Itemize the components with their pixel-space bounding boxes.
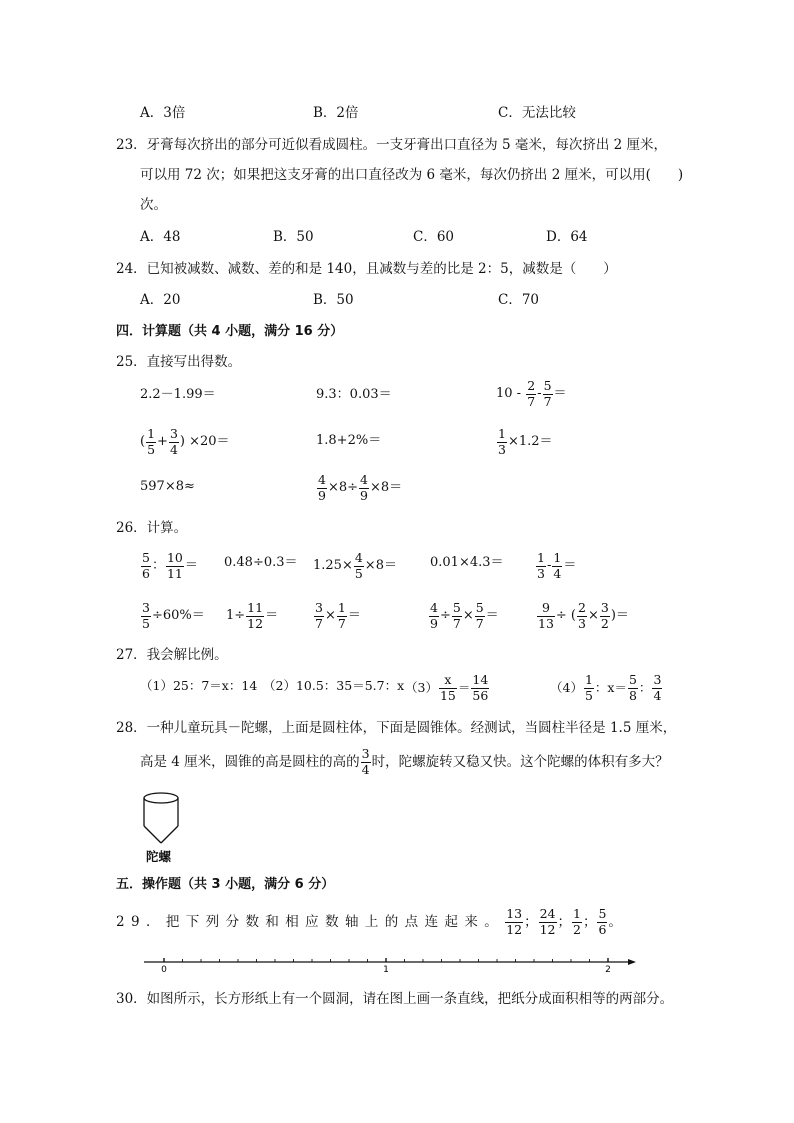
operator: +: [157, 434, 168, 449]
q25-item-c: [496, 380, 567, 408]
operator: 1.25×: [313, 558, 353, 573]
fraction: $\frac{4}{9}$: [360, 472, 368, 503]
operator: ×: [587, 608, 599, 623]
q25-item-e: 1.8+2%＝: [316, 433, 382, 448]
q27-part-2: （2）10.5：35＝5.7：x: [263, 678, 405, 693]
q25-item-b: 9.3：0.03＝: [316, 387, 392, 402]
q28-line-2: [140, 748, 669, 776]
operator: )＝: [610, 608, 629, 623]
text: 高是 4 厘米，圆锥的高是圆柱的高的: [140, 754, 360, 770]
fraction: $\frac{3}{7}$: [315, 600, 323, 631]
operator: 1÷: [226, 608, 246, 623]
q29-line: [116, 908, 622, 936]
q24-option-c: C．70: [498, 292, 540, 308]
operator: ＝: [563, 558, 577, 573]
fraction: $\frac{13}{12}$: [506, 906, 523, 937]
q25-item-a: 2.2－1.99＝: [140, 387, 216, 402]
q26-item-h: [313, 602, 361, 630]
q27-part-3: [405, 674, 490, 702]
q24-option-a: A．20: [140, 292, 181, 308]
q22-option-c: C．无法比较: [498, 105, 576, 121]
separator: ；: [524, 914, 538, 930]
operator: ×1.2＝: [507, 434, 553, 449]
operator: ) ×20＝: [179, 434, 230, 449]
operator: ÷60%＝: [151, 608, 205, 623]
operator: ×8＝: [369, 480, 403, 495]
q25-title: 25．直接写出得数。: [116, 354, 242, 370]
fraction: $\frac{5}{7}$: [452, 600, 461, 631]
q26-title: 26．计算。: [116, 520, 188, 536]
axis-label-0: 0: [161, 965, 167, 975]
q26-item-g: [226, 602, 278, 630]
operator: ＝: [485, 608, 499, 623]
fraction: $\frac{1}{3}$: [498, 426, 506, 457]
q26-item-j: [536, 602, 629, 630]
q25-item-g: 597×8≈: [140, 479, 195, 494]
q23-option-d: D．64: [546, 229, 588, 245]
separator: ；: [557, 914, 571, 930]
operator: ×8÷: [327, 480, 359, 495]
fraction: $\frac{2}{7}$: [527, 378, 536, 409]
text: 时，陀螺旋转又稳又快。这个陀螺的体积有多大？: [371, 754, 669, 770]
fraction: $\frac{5}{6}$: [598, 906, 607, 937]
operator: ×8＝: [364, 558, 397, 573]
separator: ；: [582, 914, 597, 930]
label: （3）: [405, 680, 438, 695]
fraction: $\frac{3}{4}$: [361, 746, 370, 777]
operator: ÷ (: [555, 608, 577, 623]
q23-option-c: C．60: [413, 229, 455, 245]
fraction: $\frac{9}{13}$: [538, 600, 554, 631]
fraction: $\frac{1}{5}$: [147, 426, 156, 457]
paren: (: [140, 434, 146, 449]
fraction: $\frac{x}{15}$: [439, 672, 456, 703]
fraction: $\frac{5}{8}$: [628, 672, 637, 703]
spinning-top-drawing: [140, 790, 190, 850]
q25-item-h: [316, 474, 402, 502]
operator: -: [537, 386, 542, 401]
q26-item-f: [140, 602, 205, 630]
fraction: $\frac{4}{9}$: [318, 472, 326, 503]
operator: ÷: [439, 608, 451, 623]
fraction: $\frac{3}{5}$: [142, 600, 150, 631]
number-line-svg: [140, 950, 640, 990]
operator: ＝: [347, 608, 361, 623]
text: 29．把下列分数和相应数轴上的点连起来。: [116, 914, 505, 930]
q26-item-a: [140, 552, 198, 580]
fraction: $\frac{5}{7}$: [543, 378, 552, 409]
q27-part-1: （1）25：7＝x：14: [140, 678, 258, 693]
q23-option-b: B．50: [273, 229, 314, 245]
operator: ×: [462, 608, 474, 623]
fraction: $\frac{14}{56}$: [472, 672, 489, 703]
fraction: $\frac{1}{2}$: [573, 906, 581, 937]
q26-item-i: [428, 602, 499, 630]
q26-item-c: [313, 552, 397, 580]
label: （4）: [550, 680, 583, 695]
fraction: $\frac{10}{11}$: [166, 550, 183, 581]
q27-part-4: [550, 674, 663, 702]
spinning-top-label: 陀螺: [146, 849, 172, 864]
q26-item-b: 0.48÷0.3＝: [224, 555, 298, 570]
fraction: $\frac{1}{4}$: [553, 550, 562, 581]
operator: ＝: [457, 680, 471, 695]
operator: ＝: [265, 608, 279, 623]
separator: 。: [608, 914, 622, 930]
number-line: [140, 950, 640, 990]
fraction: $\frac{3}{4}$: [169, 426, 178, 457]
q26-item-d: 0.01×4.3＝: [430, 555, 504, 570]
q22-option-a: A．3倍: [140, 105, 186, 121]
fraction: $\frac{3}{4}$: [653, 672, 662, 703]
axis-arrow: [628, 959, 636, 965]
q23-line-3: 次。: [140, 197, 167, 213]
q23-line-1: 23．牙膏每次挤出的部分可近似看成圆柱。一支牙膏出口直径为 5 毫米，每次挤出 2 厘米，: [116, 137, 668, 153]
q25-item-f: [496, 428, 553, 456]
axis-label-2: 2: [605, 965, 611, 975]
q27-title: 27．我会解比例。: [116, 647, 228, 663]
operator: ：: [638, 680, 652, 695]
fraction: $\frac{3}{2}$: [600, 600, 609, 631]
q23-line-2: 可以用 72 次；如果把这支牙膏的出口直径改为 6 毫米，每次仍挤出 2 厘米，可以用( ): [140, 167, 684, 183]
q24-option-b: B．50: [313, 292, 354, 308]
q25-item-d: [140, 428, 230, 456]
operator: ：: [151, 558, 165, 573]
fraction: $\frac{24}{12}$: [539, 906, 556, 937]
fraction: $\frac{5}{7}$: [475, 600, 484, 631]
section-4-heading: 四．计算题（共 4 小题，满分 16 分）: [116, 324, 344, 339]
q23-option-a: A．48: [140, 229, 181, 245]
q28-line-1: 28．一种儿童玩具－陀螺，上面是圆柱体，下面是圆锥体。经测试，当圆柱半径是 1.5 厘米，: [116, 720, 677, 736]
operator: ×: [324, 608, 336, 623]
operator: ：x＝: [594, 680, 627, 695]
fraction: $\frac{1}{5}$: [584, 672, 593, 703]
fraction: $\frac{5}{6}$: [142, 550, 150, 581]
fraction: $\frac{4}{9}$: [430, 600, 438, 631]
fraction: $\frac{2}{3}$: [578, 600, 586, 631]
operator: -: [546, 558, 552, 573]
fraction: $\frac{11}{12}$: [247, 600, 264, 631]
fraction: $\frac{1}{3}$: [537, 550, 545, 581]
q22-option-b: B．2倍: [313, 105, 359, 121]
q25-c-prefix: 10 -: [496, 386, 522, 401]
fraction: $\frac{4}{5}$: [354, 550, 363, 581]
section-5-heading: 五．操作题（共 3 小题，满分 6 分）: [116, 877, 335, 892]
operator: ＝: [184, 558, 198, 573]
axis-label-1: 1: [383, 965, 389, 975]
operator: ＝: [553, 386, 567, 401]
q30-line: 30．如图所示，长方形纸上有一个圆洞，请在图上画一条直线，把纸分成面积相等的两部分。: [116, 991, 674, 1007]
q26-item-e: [535, 552, 576, 580]
q24-line-1: 24．已知被减数、减数、差的和是 140，且减数与差的比是 2：5，减数是（ ）: [116, 261, 617, 277]
fraction: $\frac{1}{7}$: [337, 600, 346, 631]
